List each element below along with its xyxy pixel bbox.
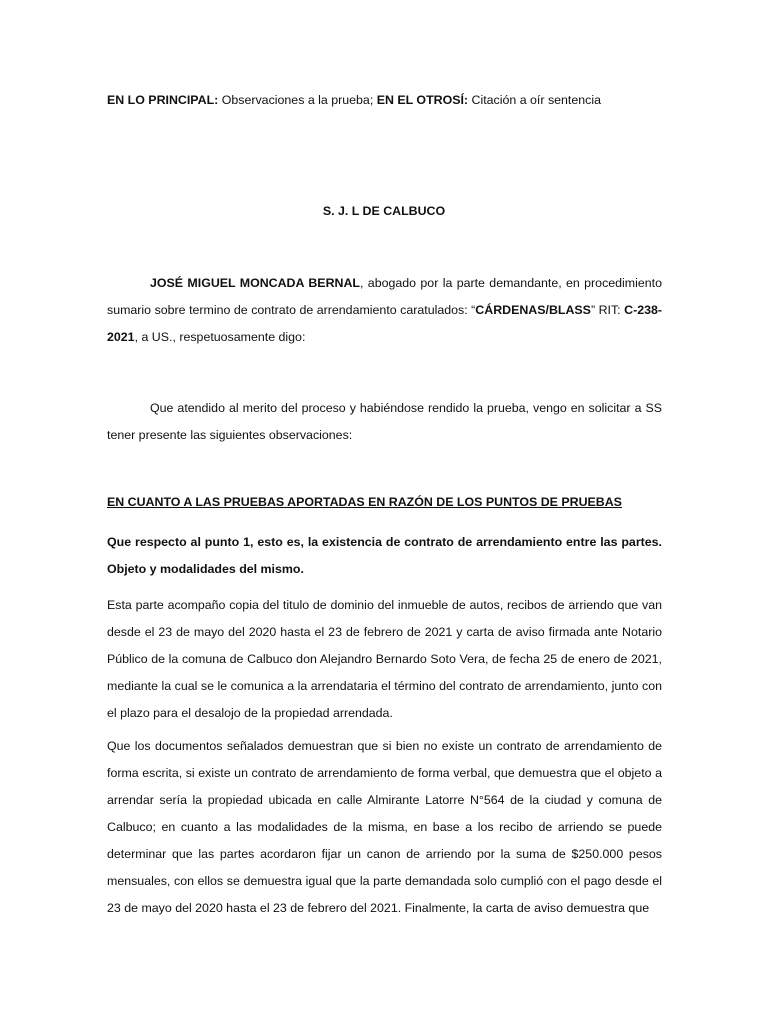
principal-label: EN LO PRINCIPAL: [107,93,219,107]
evidence-paragraph-1: Esta parte acompaño copia del titulo de dominio del inmueble de autos, recibos de arriendo que van desde el 23 de mayo del 2020 hasta el 23 de febrero de 2021 y carta de aviso firmada ante Notario Público de la comuna de Calbuco don Alejandro Bernardo Soto Vera, de fecha 25 de enero de 2021, mediante la cual se le comunica a la arrendataria el término del contrato de arrendamiento, junto con el plazo para el desalojo de la propiedad arrendada. [107,598,662,720]
otrosi-label: EN EL OTROSÍ: [376,93,469,107]
evidence-paragraph-2: Que los documentos señalados demuestran que si bien no existe un contrato de arrendamiento de forma escrita, si existe un contrato de arrendamiento de forma verbal, que demuestra que el objeto a arrendar sería la propiedad ubicada en calle Almirante Latorre N°564 de la ciudad y comuna de Calbuco; en cuanto a las modalidades de la misma, en base a los recibo de arriendo se puede determinar que las partes acordaron fijar un canon de arriendo por la suma de $250.000 pesos mensuales, con ellos se demuestra igual que la parte demandada solo cumplió con el pago desde el 23 de mayo del 2020 hasta el 23 de febrero del 2021. Finalmente, la carta de aviso demuestra que [107,739,662,915]
intro-text-1: , abogado por la parte demandante, en procedimiento sumario sobre termino de contrato de arrendamiento caratulados: “ [107,276,662,317]
document-heading [107,93,662,107]
principal-text: Observaciones a la prueba; [218,93,377,107]
request-paragraph: Que atendido al merito del proceso y habiéndose rendido la prueba, vengo en solicitar a SS tener presente las siguientes observaciones: [107,401,662,442]
case-name: CÁRDENAS/BLASS [475,303,591,317]
section-title: EN CUANTO A LAS PRUEBAS APORTADAS EN RAZÓN DE LOS PUNTOS DE PRUEBAS [107,495,622,509]
point-1-heading: Que respecto al punto 1, esto es, la existencia de contrato de arrendamiento entre las partes. Objeto y modalidades del mismo. [107,535,662,576]
case-rit: C-238-2021 [107,303,662,344]
lawyer-name: JOSÉ MIGUEL MONCADA BERNAL [150,276,360,290]
intro-text-3: , a US., respetuosamente digo: [134,330,306,344]
otrosi-text: Citación a oír sentencia [468,93,601,107]
court-name: S. J. L DE CALBUCO [322,204,446,218]
intro-text-2: ” RIT: [590,303,625,317]
intro-paragraph [107,270,662,351]
